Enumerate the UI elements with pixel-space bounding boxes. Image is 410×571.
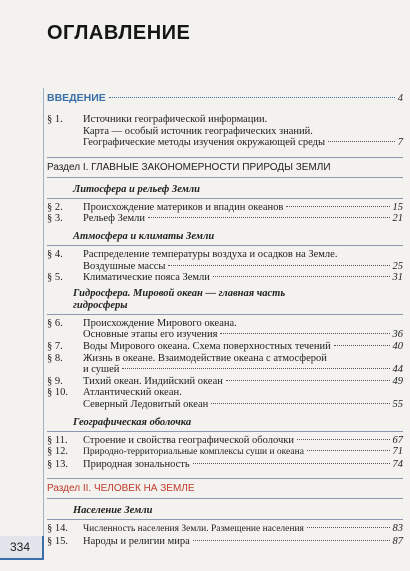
- toc-entry-14[interactable]: [47, 523, 403, 536]
- subsection-lithosphere: Литосфера и рельеф Земли: [73, 183, 201, 195]
- page-title: ОГЛАВЛЕНИЕ: [47, 22, 191, 44]
- entry-text: Природно-территориальные комплексы суши и океана: [83, 447, 304, 458]
- entry-text: Народы и религии мира: [83, 535, 190, 547]
- entry-number: § 12.: [47, 446, 68, 458]
- page-number: 334: [10, 540, 31, 554]
- toc-entry-3[interactable]: [47, 213, 403, 225]
- entry-page: 31: [392, 272, 403, 284]
- subsection-hydrosphere-line2: гидросферы: [73, 299, 128, 311]
- entry-page: 87: [392, 535, 403, 547]
- entry-number: § 1.: [47, 114, 63, 125]
- entry-number: § 9.: [47, 375, 63, 387]
- entry-text: Происхождение материков и впадин океанов: [83, 201, 284, 213]
- entry-number: § 5.: [47, 272, 63, 284]
- entry-text: Воздушные массы: [83, 260, 166, 272]
- entry-page: 83: [392, 523, 403, 535]
- entry-number: § 11.: [47, 434, 68, 446]
- entry-page: 74: [392, 458, 403, 470]
- entry-text: Распределение температуры воздуха и осадков на Земле.: [83, 248, 338, 260]
- left-rule: [43, 88, 44, 536]
- toc-entry-2[interactable]: [47, 202, 403, 214]
- entry-number: § 2.: [47, 201, 63, 213]
- subsection-population: Население Земли: [73, 505, 153, 517]
- toc-entry-12[interactable]: [47, 446, 403, 459]
- entry-page: 40: [392, 340, 403, 352]
- entry-page: 71: [392, 446, 403, 458]
- entry-page: 36: [392, 329, 403, 341]
- entry-text: Жизнь в океане. Взаимодействие океана с атмосферой: [83, 352, 327, 364]
- subsection-hydrosphere: [73, 288, 403, 312]
- toc-entry-5[interactable]: [47, 272, 403, 284]
- entry-page: 15: [392, 201, 403, 213]
- entry-text: Климатические пояса Земли: [83, 272, 210, 284]
- intro-label: ВВЕДЕНИЕ: [47, 92, 106, 104]
- entry-text: Географические методы изучения окружающей среды: [83, 137, 325, 149]
- entry-page: 25: [392, 260, 403, 272]
- entry-text: Карта — особый источник географических знаний.: [83, 125, 313, 137]
- subsection-geo-shell: Географическая оболочка: [73, 416, 192, 428]
- entry-text: Строение и свойства географической оболочки: [83, 434, 294, 446]
- entry-page: 55: [392, 398, 403, 410]
- entry-number: § 3.: [47, 213, 63, 225]
- entry-text: Рельеф Земли: [83, 213, 146, 225]
- entry-page: 21: [392, 213, 403, 225]
- entry-number: § 15.: [47, 535, 68, 547]
- entry-page: 7: [397, 137, 403, 149]
- entry-text: Атлантический океан.: [83, 387, 182, 399]
- entry-text: Природная зональность: [83, 458, 190, 470]
- entry-page: 49: [392, 375, 403, 387]
- entry-page: 67: [392, 434, 403, 446]
- toc-entry-11[interactable]: [47, 435, 403, 447]
- entry-number: § 13.: [47, 458, 68, 470]
- subsection-hydrosphere-line1: Гидросфера. Мировой океан — главная часть: [73, 287, 286, 299]
- entry-page: 44: [392, 364, 403, 376]
- entry-text: Воды Мирового океана. Схема поверхностных течений: [83, 340, 331, 352]
- toc-entry-1[interactable]: [47, 114, 403, 149]
- toc-entry-6[interactable]: [47, 318, 403, 341]
- toc-entry-10[interactable]: [47, 387, 403, 410]
- toc-intro[interactable]: [47, 92, 403, 108]
- entry-number: § 6.: [47, 317, 63, 329]
- entry-text: и сушей: [83, 364, 120, 376]
- entry-number: § 14.: [47, 523, 68, 535]
- section-1-header: Раздел I. ГЛАВНЫЕ ЗАКОНОМЕРНОСТИ ПРИРОДЫ ЗЕМЛИ: [47, 161, 331, 173]
- toc-entry-13[interactable]: [47, 459, 403, 471]
- toc-entry-9[interactable]: [47, 376, 403, 388]
- toc-entry-7[interactable]: [47, 341, 403, 353]
- entry-number: § 8.: [47, 352, 63, 364]
- entry-text: Тихий океан. Индийский океан: [83, 375, 223, 387]
- toc-entry-4[interactable]: [47, 249, 403, 272]
- entry-text: Северный Ледовитый океан: [83, 398, 209, 410]
- section-2-header: Раздел II. ЧЕЛОВЕК НА ЗЕМЛЕ: [47, 483, 195, 495]
- subsection-atmosphere: Атмосфера и климаты Земли: [73, 230, 215, 242]
- leader-dots: [109, 97, 395, 98]
- entry-number: § 4.: [47, 248, 63, 260]
- entry-text: Происхождение Мирового океана.: [83, 317, 237, 329]
- toc-entry-8[interactable]: [47, 353, 403, 376]
- entry-text: Основные этапы его изучения: [83, 329, 218, 341]
- entry-text: Численность населения Земли. Размещение населения: [83, 524, 304, 535]
- table-of-contents: [47, 92, 403, 547]
- intro-page: 4: [397, 93, 403, 104]
- toc-entry-15[interactable]: [47, 536, 403, 548]
- entry-number: § 7.: [47, 340, 63, 352]
- entry-text: Источники географической информации.: [83, 114, 268, 125]
- entry-number: § 10.: [47, 387, 68, 399]
